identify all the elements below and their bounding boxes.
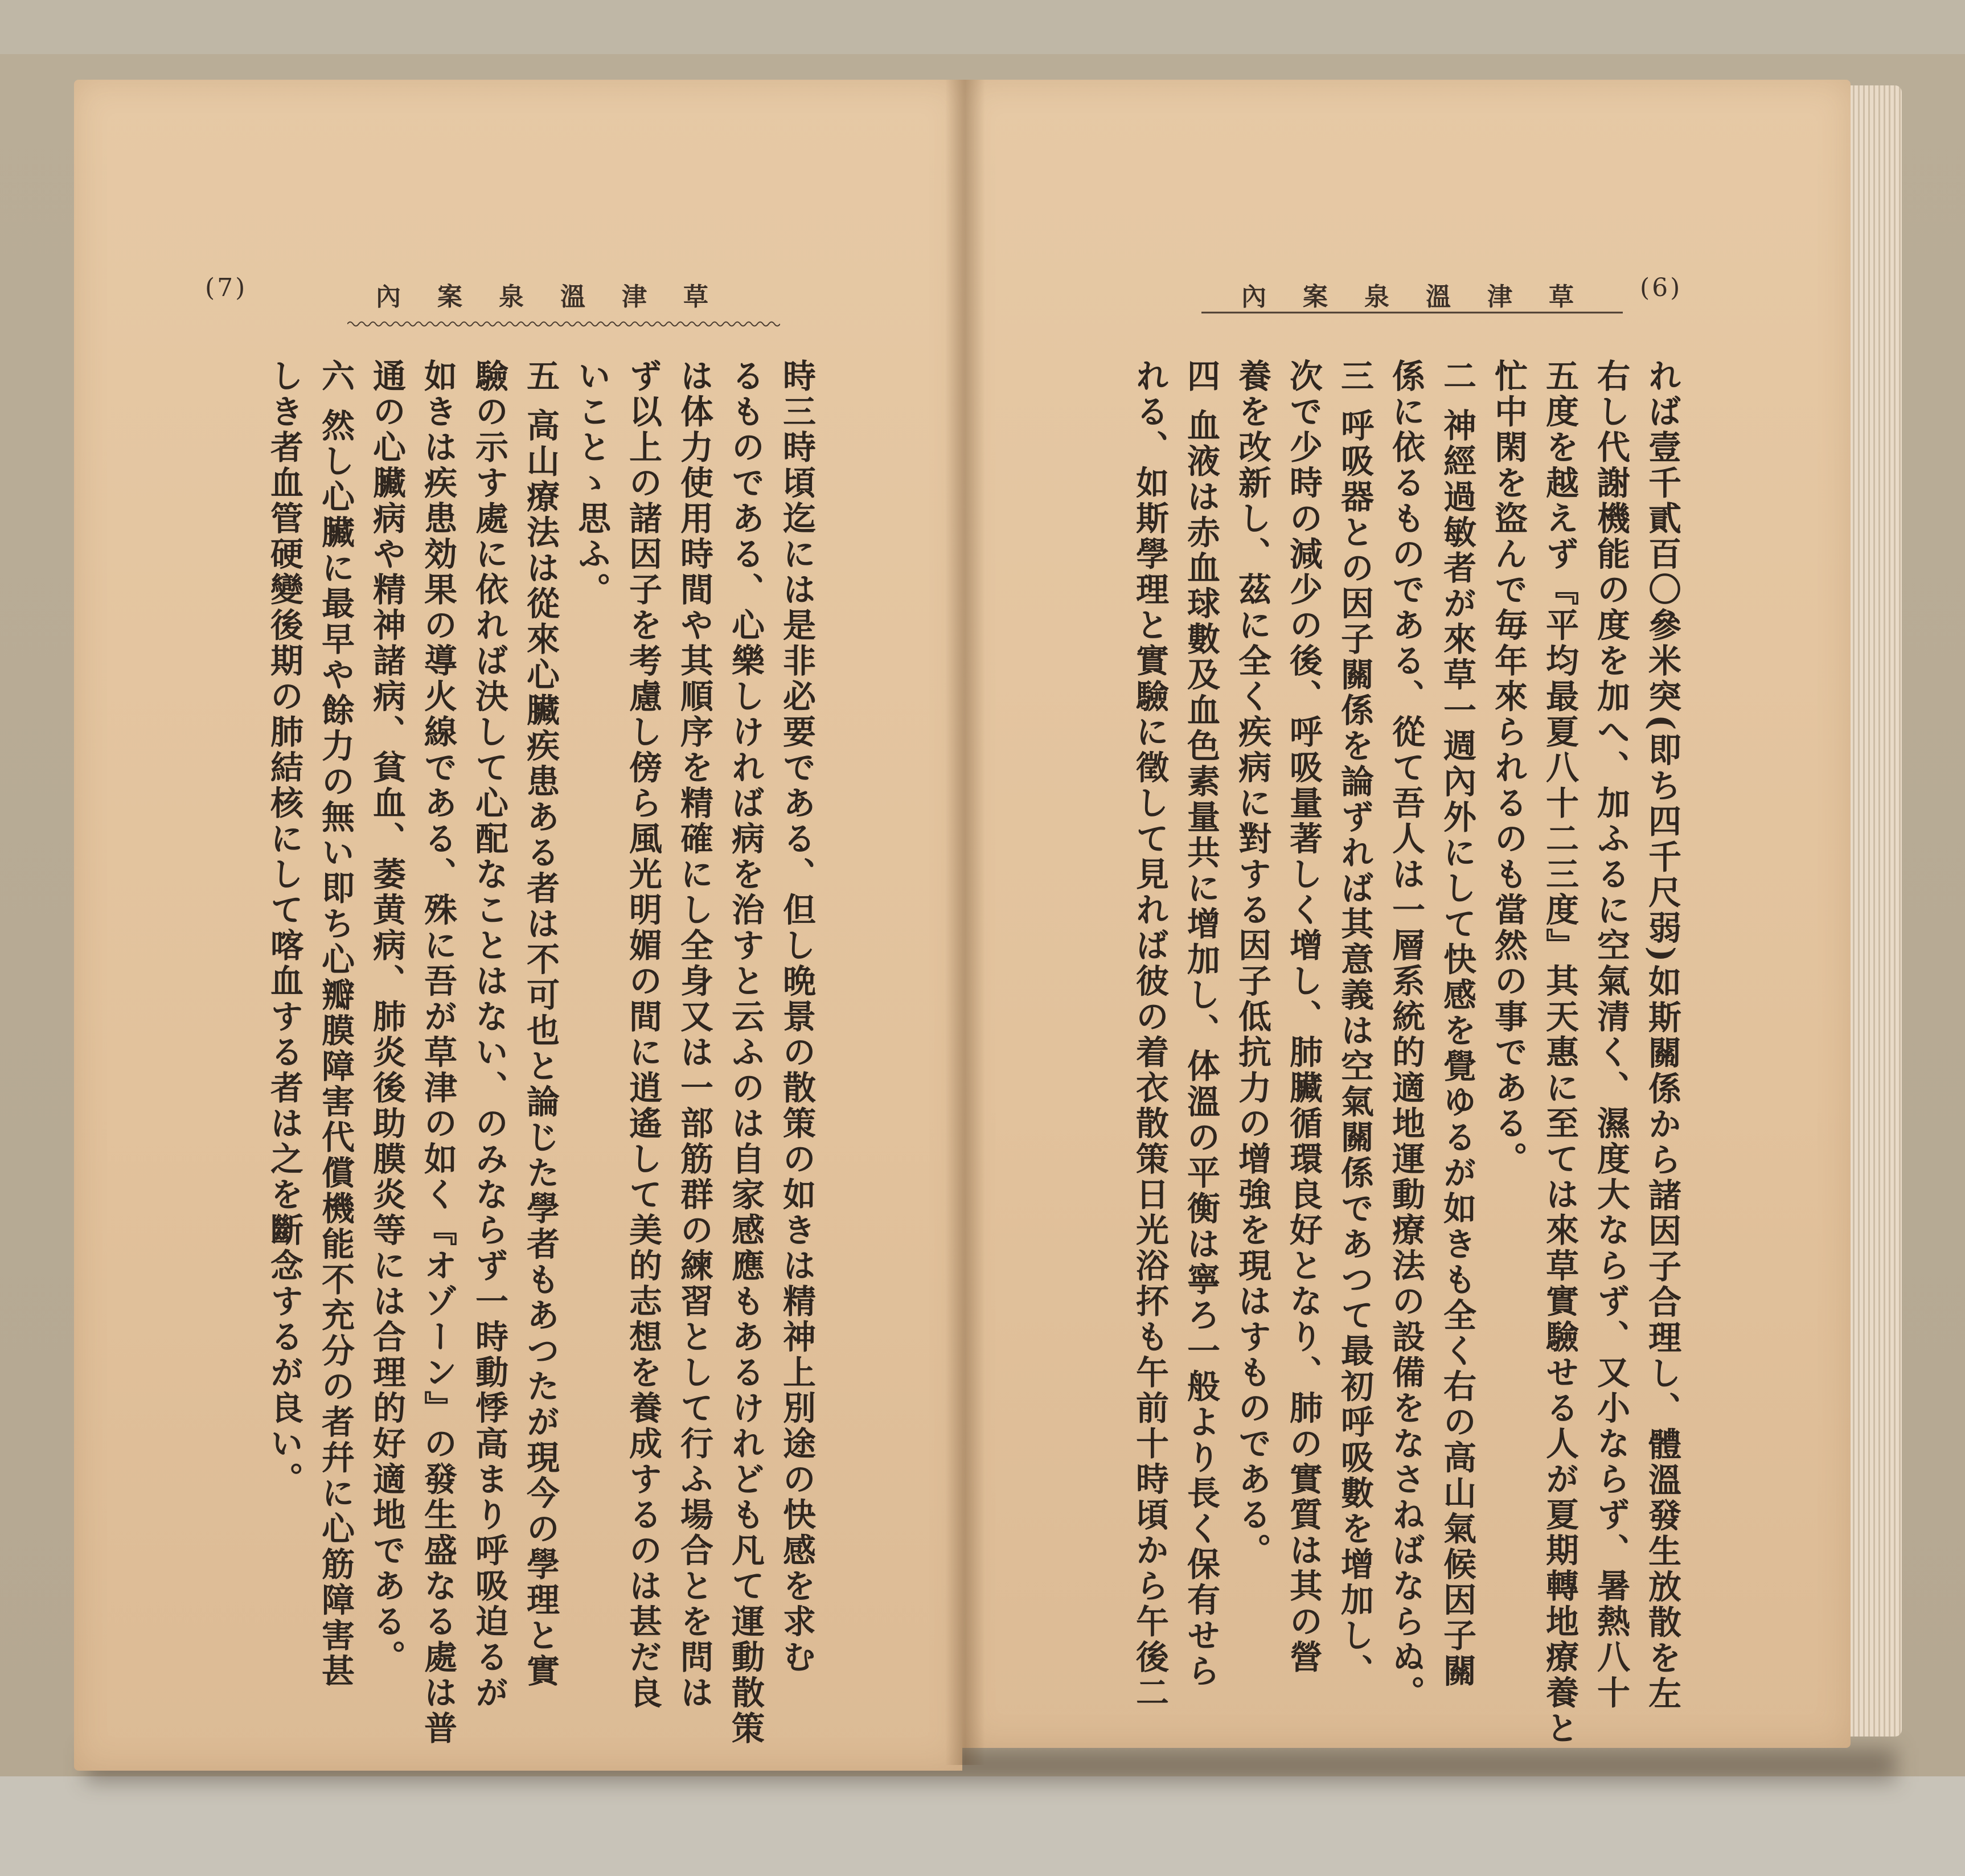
text-column: いことゝ思ふ。	[572, 359, 611, 608]
text-column: は体力使用時間や其順序を精確にし全身又は一部筋群の練習として行ふ場合とを問は	[675, 359, 713, 1711]
text-column: 次で少時の減少の後、呼吸量著しく增し、肺臟循環良好となり、肺の實質は其の營	[1284, 359, 1323, 1676]
header-wavy-rule	[347, 320, 780, 328]
right-page	[962, 80, 1851, 1748]
page-number: (7)	[205, 273, 248, 302]
text-column: 時三時頃迄には是非必要である、但し晩景の散策の如きは精神上別途の快感を求む	[777, 359, 816, 1676]
text-column: 六 然し心臟に最早や餘力の無い即ち心瓣膜障害代償機能不充分の者幷に心筋障害甚	[316, 359, 355, 1690]
left-page	[74, 80, 962, 1771]
text-column: ず以上の諸因子を考慮し傍ら風光明媚の間に逍遙して美的志想を養成するのは甚だ良	[623, 359, 662, 1711]
table-surface	[0, 1776, 1965, 1876]
text-column: しき者血管硬變後期の肺結核にして喀血する者は之を斷念するが良い。	[265, 359, 303, 1497]
book-gutter	[945, 80, 985, 1765]
text-column: 二 神經過敏者が來草一週內外にして快感を覺ゆるが如きも全く右の高山氣候因子關	[1438, 359, 1476, 1690]
text-column: 三 呼吸器との因子關係を論ずれば其意義は空氣關係であつて最初呼吸數を增加し、	[1335, 359, 1374, 1690]
text-column: 五 高山療法は從來心臟疾患ある者は不可也と論じた學者もあつたが現今の學理と實	[521, 359, 560, 1690]
text-column: れる、如斯學理と實驗に徵して見れば彼の着衣散策日光浴抔も午前十時頃から午後二	[1130, 359, 1169, 1711]
text-column: 通の心臟病や精神諸病、貧血、萎黄病、肺炎後助膜炎等には合理的好適地である。	[367, 359, 406, 1676]
text-column: るものである、心樂しければ病を治すと云ふのは自家感應もあるけれども凡て運動散策	[726, 359, 765, 1747]
text-column: 如きは疾患効果の導火線である、殊に吾が草津の如く『オゾーン』の發生盛なる處は普	[419, 359, 457, 1747]
page-number: (6)	[1640, 273, 1683, 302]
text-column: 係に依るものである、從て吾人は一層系統的適地運動療法の設備をなさねばならぬ。	[1386, 359, 1425, 1711]
running-head: 內案泉溫津草	[376, 282, 745, 311]
text-column: 右し代謝機能の度を加へ、加ふるに空氣清く、濕度大ならず、又小ならず、暑熱八十	[1591, 359, 1630, 1711]
header-wavy-rule	[1201, 309, 1623, 317]
text-column: 驗の示す處に依れば決して心配なことはない、のみならず一時動悸高まり呼吸迫るが	[470, 359, 508, 1711]
text-column: れば壹千貳百〇參米突(即ち四千尺弱)如斯關係から諸因子合理し、體溫發生放散を左	[1643, 359, 1681, 1712]
running-head: 內案泉溫津草	[1241, 282, 1610, 311]
text-column: 五度を越えず『平均最夏八十二三度』其天惠に至ては來草實驗せる人が夏期轉地療養と	[1540, 359, 1579, 1747]
text-column: 忙中閑を盜んで毎年來られるのも當然の事である。	[1489, 359, 1528, 1177]
text-column: 四 血液は赤血球數及血色素量共に增加し、体溫の平衡は寧ろ一般より長く保有せら	[1182, 359, 1220, 1690]
text-column: 養を改新し、茲に全く疾病に對する因子低抗力の增強を現はすものである。	[1233, 359, 1271, 1569]
